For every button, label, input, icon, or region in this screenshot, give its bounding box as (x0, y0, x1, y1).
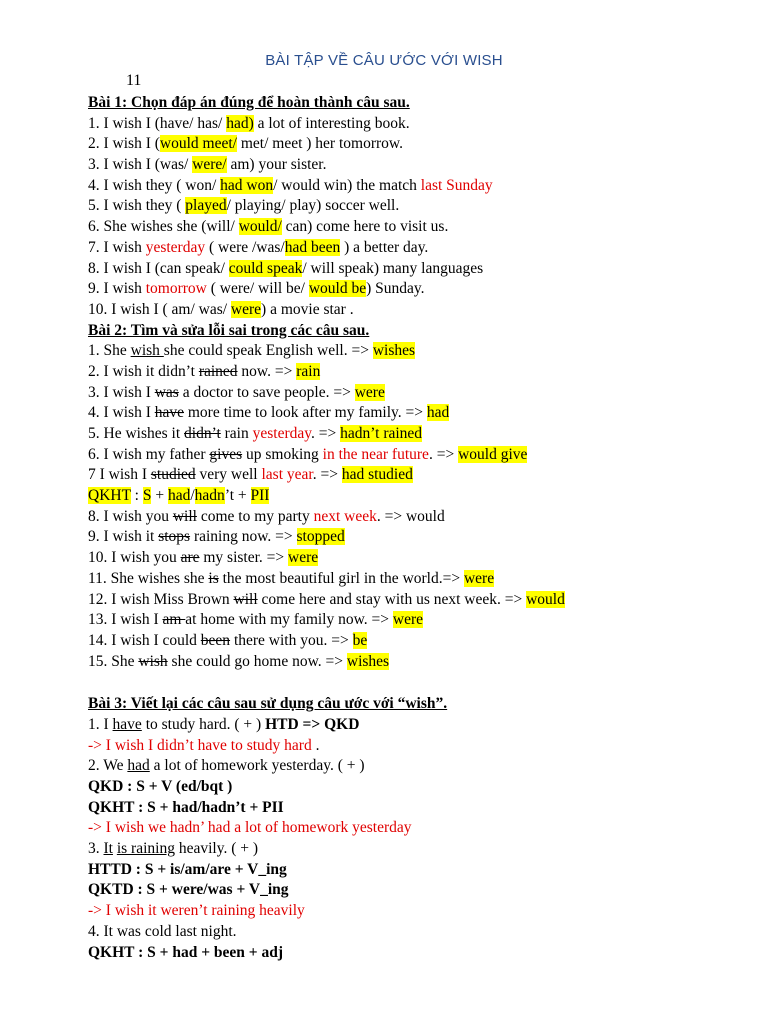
text-segment: had studied (341, 466, 413, 484)
text-segment: 1. I (88, 715, 113, 733)
text-line (88, 424, 748, 445)
text-segment: the most beautiful girl in the world.=> (218, 569, 464, 587)
text-segment: 2. I wish it didn’t (88, 362, 199, 380)
text-segment: 10. I wish you (88, 549, 181, 567)
text-segment: I wish I didn’t have to study hard (105, 736, 316, 754)
text-segment: had (426, 404, 450, 422)
text-segment: last year (261, 466, 313, 484)
text-segment: tomorrow (145, 280, 207, 298)
text-segment: very well (195, 466, 262, 484)
text-segment: 11. She wishes she (88, 569, 209, 587)
text-line (88, 901, 748, 922)
text-segment: ) a movie star . (261, 300, 354, 318)
text-segment: would be (308, 280, 367, 298)
text-segment: 13. I wish I (88, 611, 163, 629)
text-segment: she could speak English well. => (163, 342, 373, 360)
text-segment: 8. I wish you (88, 507, 173, 525)
text-segment: studied (150, 466, 196, 484)
text-segment: have (112, 715, 142, 733)
text-segment: 4. It was cold last night. (88, 922, 237, 940)
text-segment: ’t + (224, 487, 251, 505)
text-segment: rain (296, 362, 321, 380)
text-segment: would give (458, 445, 528, 463)
text-line (88, 880, 748, 901)
text-line (88, 798, 748, 819)
text-segment: + (151, 487, 168, 505)
text-segment: heavily. ( + ) (174, 840, 259, 858)
text-segment: can) come here to visit us. (281, 218, 449, 236)
text-segment: QKD : S + V (ed/bqt ) (88, 778, 233, 795)
text-segment: ) a better day. (340, 238, 429, 256)
text-segment: would/ (238, 218, 282, 236)
text-segment: 9. I wish (88, 280, 146, 298)
text-segment: more time to look after my family. => (184, 404, 427, 422)
text-line (88, 590, 748, 611)
text-line (88, 818, 748, 839)
text-segment: It (103, 840, 113, 858)
text-segment: wish (130, 342, 164, 360)
text-segment: stops (158, 528, 191, 546)
text-segment: at home with my family now. => (185, 611, 393, 629)
text-segment: raining now. => (190, 528, 297, 546)
text-segment: / (190, 487, 195, 505)
exercise-body (88, 93, 748, 963)
text-segment: 2. I wish I ( (88, 135, 160, 153)
text-line (88, 610, 748, 631)
text-line (88, 176, 748, 197)
text-segment: yesterday (252, 425, 312, 442)
text-segment: -> (88, 736, 106, 754)
text-segment: are (180, 549, 200, 567)
text-segment: am (162, 611, 186, 629)
text-segment: will (233, 590, 258, 608)
text-segment: QKHT (88, 487, 131, 505)
text-line (88, 217, 748, 238)
text-segment: were (463, 569, 495, 587)
text-segment: 12. I wish Miss Brown (88, 590, 234, 608)
section-heading (88, 321, 748, 342)
text-segment: Bài 3: Viết lại các câu sau sử dụng câu ước với “wish”. (88, 695, 448, 713)
text-segment: were (288, 549, 319, 567)
text-segment: up smoking (242, 445, 323, 463)
text-segment: to study hard. ( + ) (141, 715, 266, 733)
text-segment: PII (250, 487, 270, 505)
text-segment: gives (209, 445, 243, 463)
page-title: BÀI TẬP VỀ CÂU ƯỚC VỚI WISH (265, 52, 503, 69)
text-segment: stopped (296, 528, 345, 546)
text-line (88, 196, 748, 217)
text-segment: . => (312, 466, 342, 484)
text-segment: 14. I wish I could (88, 631, 201, 649)
text-segment: 5. I wish they ( (88, 197, 186, 215)
text-segment: -> I wish it weren’t raining heavily (88, 902, 305, 920)
text-segment: . => (428, 445, 459, 463)
text-segment: a lot of homework yesterday. ( + ) (149, 757, 365, 775)
text-segment: last Sunday (420, 176, 493, 194)
text-segment: HTD => QKD (265, 715, 360, 733)
text-line (88, 922, 748, 943)
text-segment: would (526, 590, 565, 608)
text-segment: ) Sunday. (366, 280, 425, 298)
text-segment: had been (284, 238, 341, 256)
text-segment: a lot of interesting book. (253, 114, 410, 132)
text-line (88, 715, 748, 736)
text-segment: had (167, 487, 191, 505)
text-segment: . => (311, 425, 341, 442)
text-segment: now. => (237, 362, 297, 380)
text-segment: she could go home now. => (167, 652, 347, 670)
text-segment: my sister. => (199, 549, 289, 567)
text-segment: QKHT : S + had + been + adj (88, 943, 284, 961)
text-segment: am) your sister. (226, 156, 327, 174)
text-line (88, 631, 748, 652)
text-segment: ( were /was/ (205, 238, 285, 256)
text-segment: 10. I wish I ( am/ was/ (88, 300, 231, 318)
text-segment: hadn’t rained (340, 425, 423, 442)
text-segment: 1. She (88, 342, 131, 360)
text-line (88, 569, 748, 590)
text-line (88, 943, 748, 964)
text-line (88, 548, 748, 569)
text-line (88, 279, 748, 300)
text-segment: HTTD : S + is/am/are + V_ing (88, 860, 287, 878)
text-segment: a doctor to save people. => (178, 383, 355, 401)
text-segment: will (172, 507, 197, 525)
text-segment: wishes (346, 652, 390, 670)
text-segment: been (200, 631, 231, 649)
text-line (88, 238, 748, 259)
text-segment: wish (138, 652, 168, 670)
section-heading (88, 694, 748, 715)
text-line (88, 756, 748, 777)
text-segment: could speak (228, 259, 303, 277)
text-line (88, 300, 748, 321)
text-segment: come here and stay with us next week. => (257, 590, 527, 608)
text-line (88, 383, 748, 404)
text-segment: were (354, 383, 385, 401)
text-line (88, 736, 748, 757)
text-line (88, 341, 748, 362)
text-segment: Bài 2: Tìm và sửa lỗi sai trong các câu sau. (88, 321, 370, 339)
text-segment: in the near future (322, 445, 429, 463)
text-line (88, 134, 748, 155)
text-segment: S (142, 487, 152, 505)
text-segment: 15. She (88, 652, 139, 670)
text-segment: 8. I wish I (can speak/ (88, 259, 229, 277)
text-line (88, 486, 748, 507)
text-segment: had) (226, 114, 254, 132)
page-number: 11 (126, 72, 142, 89)
text-segment: 3. I wish I (88, 383, 155, 401)
text-segment: rain (220, 425, 253, 442)
text-segment: / playing/ play) soccer well. (226, 197, 400, 215)
text-line (88, 155, 748, 176)
text-segment: is (208, 569, 219, 587)
text-segment: QKHT : S + had/hadn’t + PII (88, 798, 284, 816)
text-line (88, 652, 748, 673)
text-segment: had won (220, 176, 274, 194)
text-segment: be (352, 631, 368, 649)
text-segment: were (392, 611, 424, 629)
text-segment: . (315, 736, 320, 754)
text-line (88, 259, 748, 280)
text-segment: 7. I wish (88, 238, 146, 256)
text-segment: 4. I wish I (88, 404, 155, 422)
text-segment: hadn (194, 487, 225, 505)
text-segment: met/ meet ) her tomorrow. (236, 135, 403, 153)
text-segment: next week (313, 507, 377, 525)
text-segment: QKTD : S + were/was + V_ing (88, 881, 289, 899)
text-segment: 3. I wish I (was/ (88, 156, 193, 174)
text-line (88, 860, 748, 881)
text-segment: were (230, 300, 262, 318)
text-segment: 6. She wishes she (will/ (88, 218, 239, 236)
text-segment: come to my party (196, 507, 314, 525)
text-line (88, 777, 748, 798)
text-segment: rained (198, 362, 238, 380)
text-line (88, 362, 748, 383)
text-line (88, 507, 748, 528)
text-segment: 7 I wish I (88, 466, 151, 484)
text-line (88, 527, 748, 548)
text-segment: 5. He wishes it (88, 425, 185, 442)
text-segment: / will speak) many languages (302, 259, 484, 277)
text-line (88, 114, 748, 135)
text-segment: is raining (116, 840, 175, 858)
text-segment: 9. I wish it (88, 528, 159, 546)
text-segment: would meet/ (159, 135, 237, 153)
text-segment: / would win) the match (273, 176, 421, 194)
text-line (88, 465, 748, 486)
text-segment: 6. I wish my father (88, 445, 210, 463)
text-segment: there with you. => (230, 631, 353, 649)
text-segment: Bài 1: Chọn đáp án đúng để hoàn thành câu sau. (88, 94, 410, 111)
section-heading (88, 93, 748, 114)
text-segment: have (154, 404, 184, 422)
text-segment: yesterday (145, 238, 206, 256)
text-segment: wishes (372, 342, 416, 360)
text-segment: : (130, 487, 143, 505)
text-line (88, 839, 748, 860)
text-segment: -> I wish we hadn’ had a lot of homework yesterday (88, 819, 412, 837)
text-segment: 4. I wish they ( won/ (88, 176, 221, 194)
text-segment: 1. I wish I (have/ has/ (88, 114, 227, 132)
text-segment: had (127, 757, 150, 775)
text-line (88, 445, 748, 466)
text-segment: ( were/ will be/ (206, 280, 309, 298)
text-segment: . => would (376, 507, 445, 525)
text-segment: didn’t (184, 425, 221, 442)
text-segment: 2. We (88, 757, 128, 775)
text-segment: played (185, 197, 227, 215)
text-segment: 3. (88, 840, 104, 858)
text-segment: were/ (192, 156, 227, 174)
text-line (88, 403, 748, 424)
blank-line (88, 672, 748, 694)
text-segment: was (154, 383, 179, 401)
